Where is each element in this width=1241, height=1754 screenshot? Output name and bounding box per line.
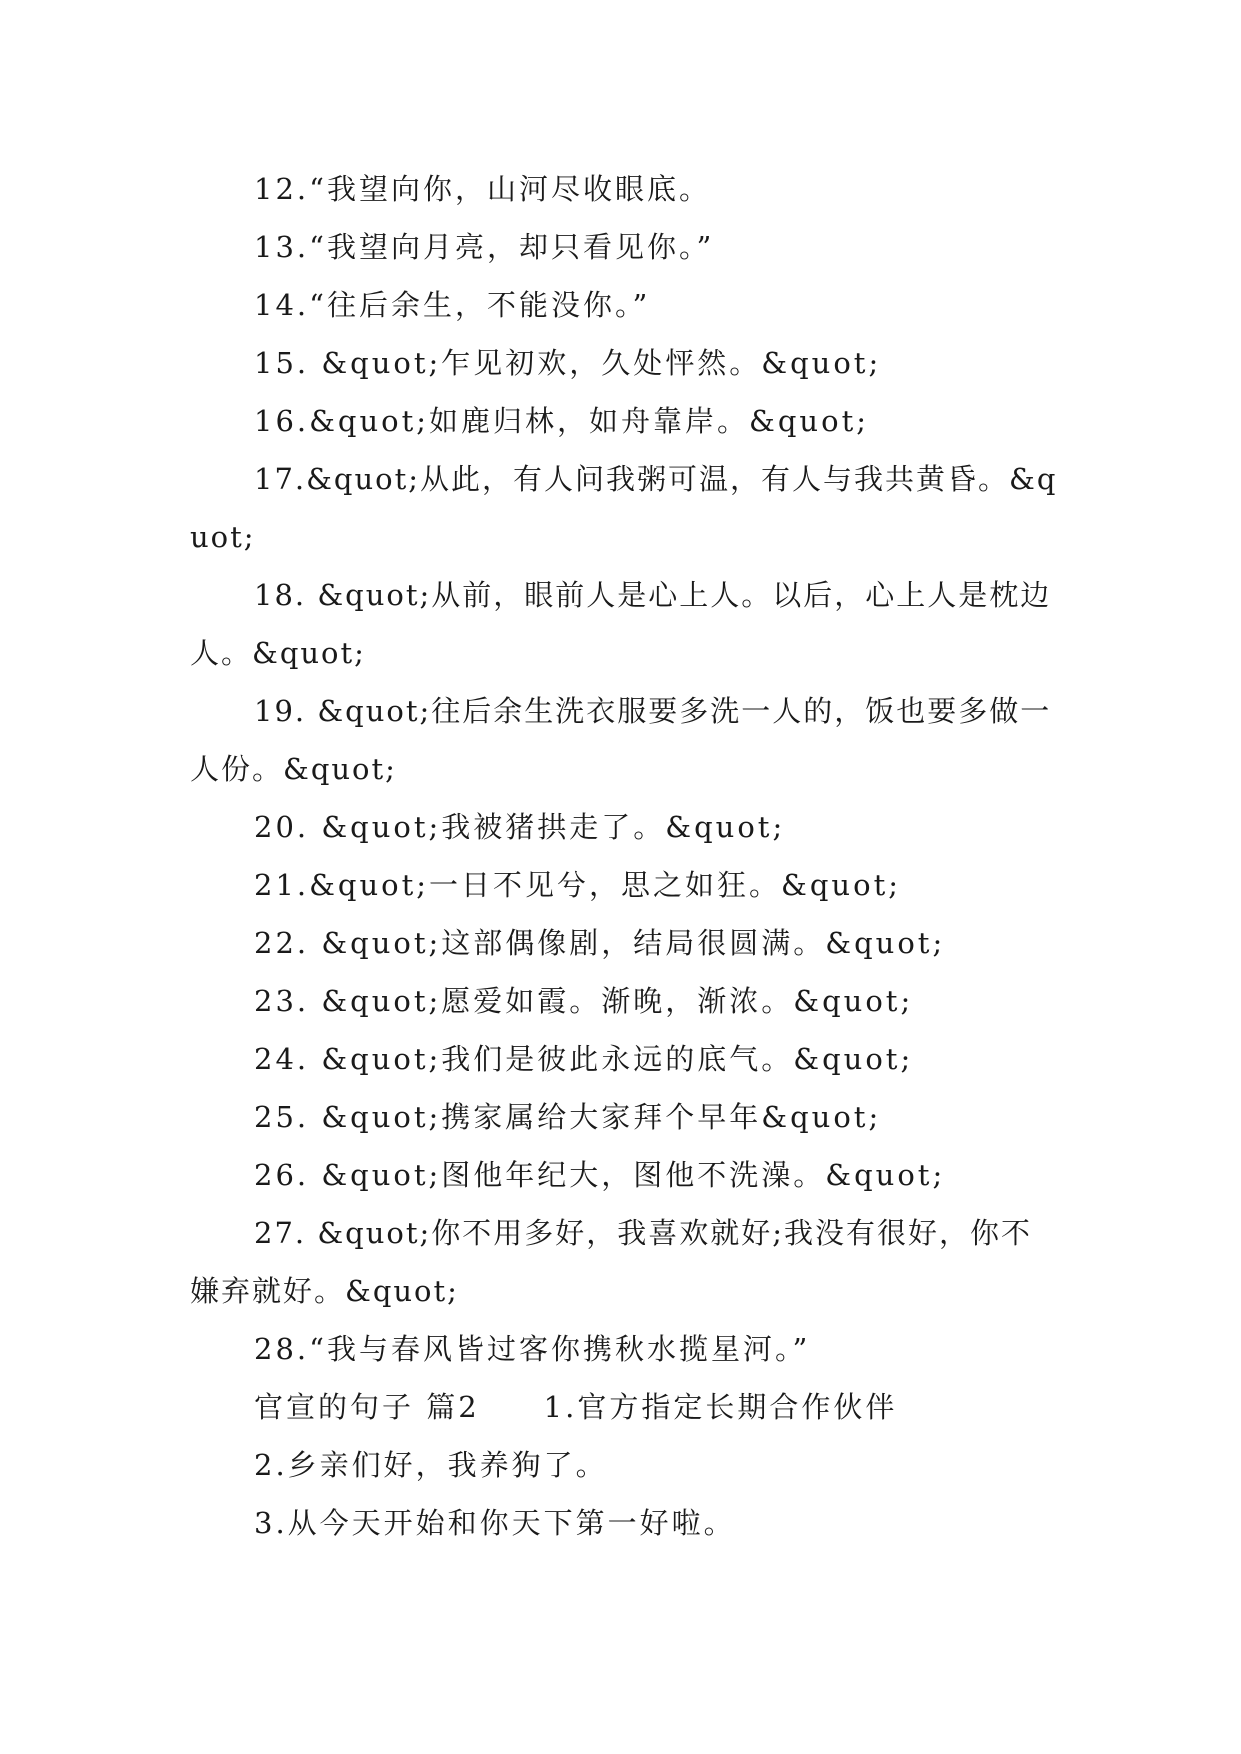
paragraph-18: 18. &quot;从前，眼前人是心上人。以后，心上人是枕边人。&quot; (190, 578, 1052, 670)
paragraph-17: 17.&quot;从此，有人问我粥可温，有人与我共黄昏。&quot; (190, 462, 1058, 554)
paragraph-15: 15. &quot;乍见初欢，久处怦然。&quot; (254, 346, 882, 380)
section-heading-paragraph-1: 官宣的句子 篇2 1.官方指定长期合作伙伴 (254, 1390, 898, 1424)
section-paragraph-3: 3.从今天开始和你天下第一好啦。 (254, 1506, 736, 1540)
paragraph-14: 14.“往后余生，不能没你。” (254, 288, 651, 322)
paragraph-27: 27. &quot;你不用多好，我喜欢就好;我没有很好，你不嫌弃就好。&quot; (190, 1216, 1033, 1308)
paragraph-22: 22. &quot;这部偶像剧，结局很圆满。&quot; (254, 926, 946, 960)
paragraph-20: 20. &quot;我被猪拱走了。&quot; (254, 810, 786, 844)
paragraph-26: 26. &quot;图他年纪大，图他不洗澡。&quot; (254, 1158, 946, 1192)
paragraph-21: 21.&quot;一日不见兮，思之如狂。&quot; (254, 868, 901, 902)
paragraph-13: 13.“我望向月亮，却只看见你。” (254, 230, 715, 264)
paragraph-23: 23. &quot;愿爱如霞。渐晚，渐浓。&quot; (254, 984, 914, 1018)
paragraph-25: 25. &quot;携家属给大家拜个早年&quot; (254, 1100, 882, 1134)
section-paragraph-2: 2.乡亲们好，我养狗了。 (254, 1448, 608, 1482)
paragraph-16: 16.&quot;如鹿归林，如舟靠岸。&quot; (254, 404, 869, 438)
paragraph-19: 19. &quot;往后余生洗衣服要多洗一人的，饭也要多做一人份。&quot; (190, 694, 1052, 786)
paragraph-28: 28.“我与春风皆过客你携秋水揽星河。” (254, 1332, 811, 1366)
document-body (190, 160, 1060, 1552)
paragraph-12: 12.“我望向你，山河尽收眼底。 (254, 172, 711, 206)
paragraph-24: 24. &quot;我们是彼此永远的底气。&quot; (254, 1042, 914, 1076)
